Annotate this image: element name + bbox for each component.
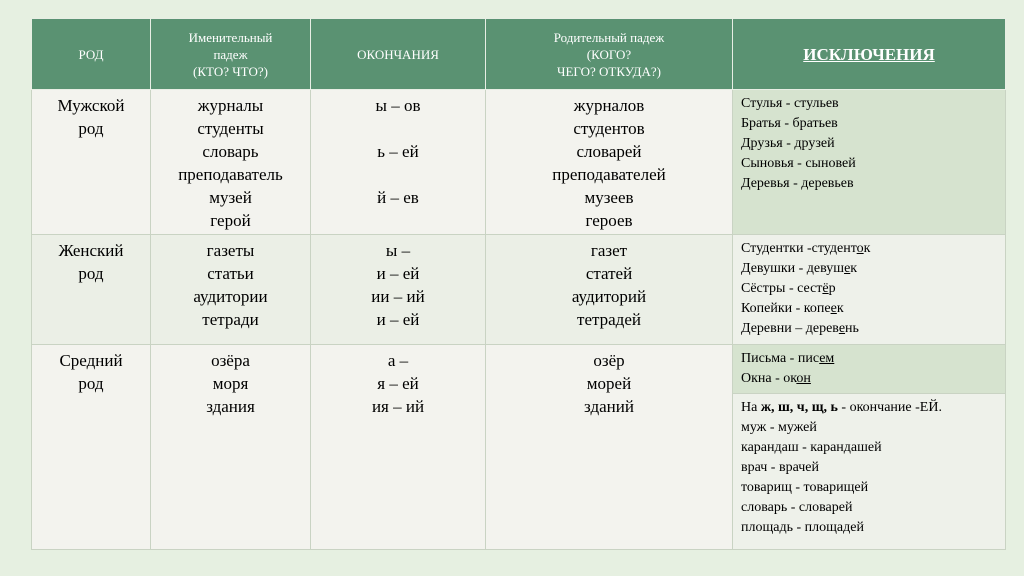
genitive-cell: озёр морей зданий	[486, 345, 733, 550]
note-line: словарь - словарей	[741, 500, 853, 515]
exception-line: Окна - окон	[741, 371, 811, 386]
genitive-cell: журналов студентов словарей преподавателей музеев героев	[486, 90, 733, 235]
endings-cell: ы – и – ей ии – ий и – ей	[311, 235, 486, 345]
header-rod: РОД	[32, 19, 151, 90]
header-genitive: Родительный падеж (КОГО? ЧЕГО? ОТКУДА?)	[486, 19, 733, 90]
nominative-cell: журналы студенты словарь преподаватель музей герой	[151, 90, 311, 235]
endings-cell: а – я – ей ия – ий	[311, 345, 486, 550]
note-line: муж - мужей	[741, 420, 817, 435]
exception-line: Девушки - девушек	[741, 261, 858, 276]
nominative-cell: озёра моря здания	[151, 345, 311, 550]
exception-line: Деревни – деревень	[741, 321, 859, 336]
nominative-cell: газеты статьи аудитории тетради	[151, 235, 311, 345]
exception-line: Студентки -студенток	[741, 241, 871, 256]
grammar-table	[31, 18, 1006, 550]
exceptions-cell	[733, 235, 1006, 345]
note-line: площадь - площадей	[741, 520, 864, 535]
note-line: врач - врачей	[741, 460, 819, 475]
rod-cell: Средний род	[32, 345, 151, 550]
exceptions-cell	[733, 345, 1006, 550]
note-line: товарищ - товарищей	[741, 480, 869, 495]
exception-line: Сёстры - сестёр	[741, 281, 836, 296]
note-title: На ж, ш, ч, щ, ь - окончание -ЕЙ.	[741, 400, 942, 415]
endings-cell: ы – ов ь – ей й – ев	[311, 90, 486, 235]
genitive-cell: газет статей аудиторий тетрадей	[486, 235, 733, 345]
exceptions-block	[733, 345, 1005, 394]
rod-cell: Женский род	[32, 235, 151, 345]
note-block	[733, 394, 1005, 549]
header-nominative: Именительный падеж (КТО? ЧТО?)	[151, 19, 311, 90]
exception-line: Копейки - копеек	[741, 301, 844, 316]
table-row-feminine	[32, 235, 1006, 345]
header-row	[32, 19, 1006, 90]
table-row-masculine	[32, 90, 1006, 235]
header-exceptions: ИСКЛЮЧЕНИЯ	[733, 19, 1006, 90]
exceptions-cell: Стулья - стульев Братья - братьев Друзья - друзей Сыновья - сыновей Деревья - деревьев	[733, 90, 1006, 235]
header-endings: ОКОНЧАНИЯ	[311, 19, 486, 90]
table-row-neuter	[32, 345, 1006, 550]
rod-cell: Мужской род	[32, 90, 151, 235]
note-line: карандаш - карандашей	[741, 440, 882, 455]
exception-line: Письма - писем	[741, 351, 835, 366]
